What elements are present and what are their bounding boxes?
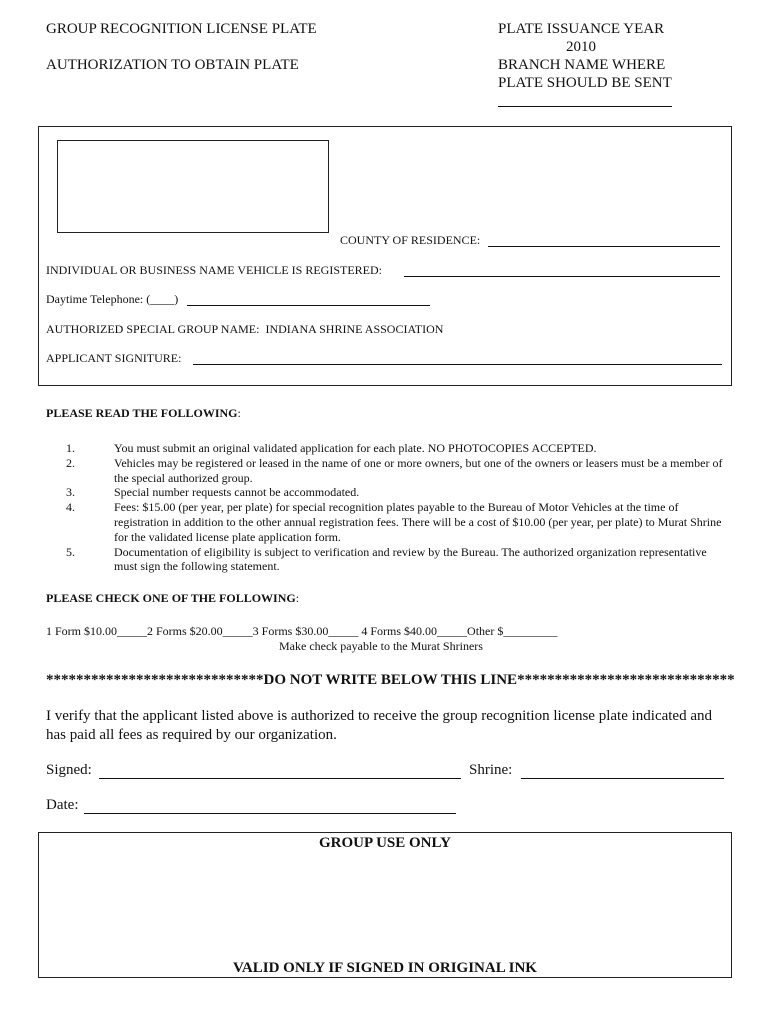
valid-ink-footer: VALID ONLY IF SIGNED IN ORIGINAL INK	[233, 960, 537, 976]
branch-label-line2: PLATE SHOULD BE SENT	[498, 75, 672, 91]
form-quantity-options[interactable]: 1 Form $10.00_____2 Forms $20.00_____3 Forms $30.00_____ 4 Forms $40.00_____Other $_________	[46, 624, 558, 638]
check-heading-colon: :	[295, 591, 300, 605]
rule-text: You must submit an original validated application for each plate. NO PHOTOCOPIES ACCEPTED.	[114, 441, 597, 455]
rule-number: 2.	[66, 455, 75, 470]
payable-note: Make check payable to the Murat Shriners	[279, 639, 483, 653]
do-not-write-divider: *****************************DO NOT WRITE BELOW THIS LINE*****************************	[46, 672, 735, 688]
plate-year-label: PLATE ISSUANCE YEAR	[498, 21, 665, 37]
shrine-label: Shrine:	[469, 762, 513, 778]
verify-statement-line2: has paid all fees as required by our organization.	[46, 727, 337, 743]
county-field[interactable]	[488, 246, 720, 247]
rule-text: Documentation of eligibility is subject to verification and review by the Bureau. The authorized organization representative must sign the following statement.	[114, 544, 707, 574]
plate-year-value: 2010	[566, 39, 596, 55]
group-use-box	[38, 832, 732, 978]
rule-number: 4.	[66, 500, 75, 515]
rule-text: Fees: $15.00 (per year, per plate) for special recognition plates payable to the Bureau of Motor Vehicles at the time of registration in addition to the other annual registration fees. There will be a cost of $10.00 (per year, per plate) to Murat Shrine for the validated license plate application form.	[114, 500, 722, 544]
list-item	[46, 500, 726, 544]
applicant-signature-field[interactable]	[193, 364, 722, 365]
rule-number: 5.	[66, 544, 75, 559]
read-heading-text: PLEASE READ THE FOLLOWING	[46, 406, 238, 420]
group-use-title: GROUP USE ONLY	[319, 835, 451, 851]
rule-text: Special number requests cannot be accommodated.	[114, 485, 360, 500]
list-item	[46, 485, 726, 500]
check-heading	[46, 591, 299, 606]
list-item	[46, 456, 726, 486]
rule-number: 1.	[66, 441, 75, 455]
rule-text: Vehicles may be registered or leased in the name of one or more owners, but one of the owners or leasers must be a member of the special authorized group.	[114, 455, 723, 485]
applicant-signature-label: APPLICANT SIGNITURE:	[46, 351, 182, 365]
branch-label-line1: BRANCH NAME WHERE	[498, 57, 666, 73]
verify-statement-line1: I verify that the applicant listed above is authorized to receive the group recognition license plate indicated and	[46, 708, 712, 724]
form-title: GROUP RECOGNITION LICENSE PLATE	[46, 21, 317, 37]
group-name-label	[46, 322, 443, 337]
signed-field[interactable]	[99, 778, 461, 779]
signed-label: Signed:	[46, 762, 92, 778]
group-name-value: INDIANA SHRINE ASSOCIATION	[265, 322, 444, 336]
list-item	[46, 441, 726, 456]
phone-label: Daytime Telephone: (____)	[46, 292, 179, 306]
rule-number: 3.	[66, 485, 75, 500]
group-name-caption: AUTHORIZED SPECIAL GROUP NAME:	[46, 322, 260, 336]
registered-name-label: INDIVIDUAL OR BUSINESS NAME VEHICLE IS REGISTERED:	[46, 263, 382, 277]
date-field[interactable]	[84, 813, 456, 814]
form-subtitle: AUTHORIZATION TO OBTAIN PLATE	[46, 57, 299, 73]
plate-number-box[interactable]	[57, 140, 329, 233]
registered-name-field[interactable]	[404, 276, 720, 277]
check-heading-text: PLEASE CHECK ONE OF THE FOLLOWING	[46, 591, 296, 605]
phone-field[interactable]	[187, 305, 430, 306]
shrine-field[interactable]	[521, 778, 724, 779]
date-label: Date:	[46, 797, 79, 813]
rules-list	[46, 441, 726, 574]
county-label: COUNTY OF RESIDENCE:	[340, 233, 481, 247]
read-heading	[46, 406, 241, 421]
list-item	[46, 545, 726, 575]
branch-name-field[interactable]	[498, 106, 672, 107]
read-heading-colon: :	[237, 406, 241, 420]
